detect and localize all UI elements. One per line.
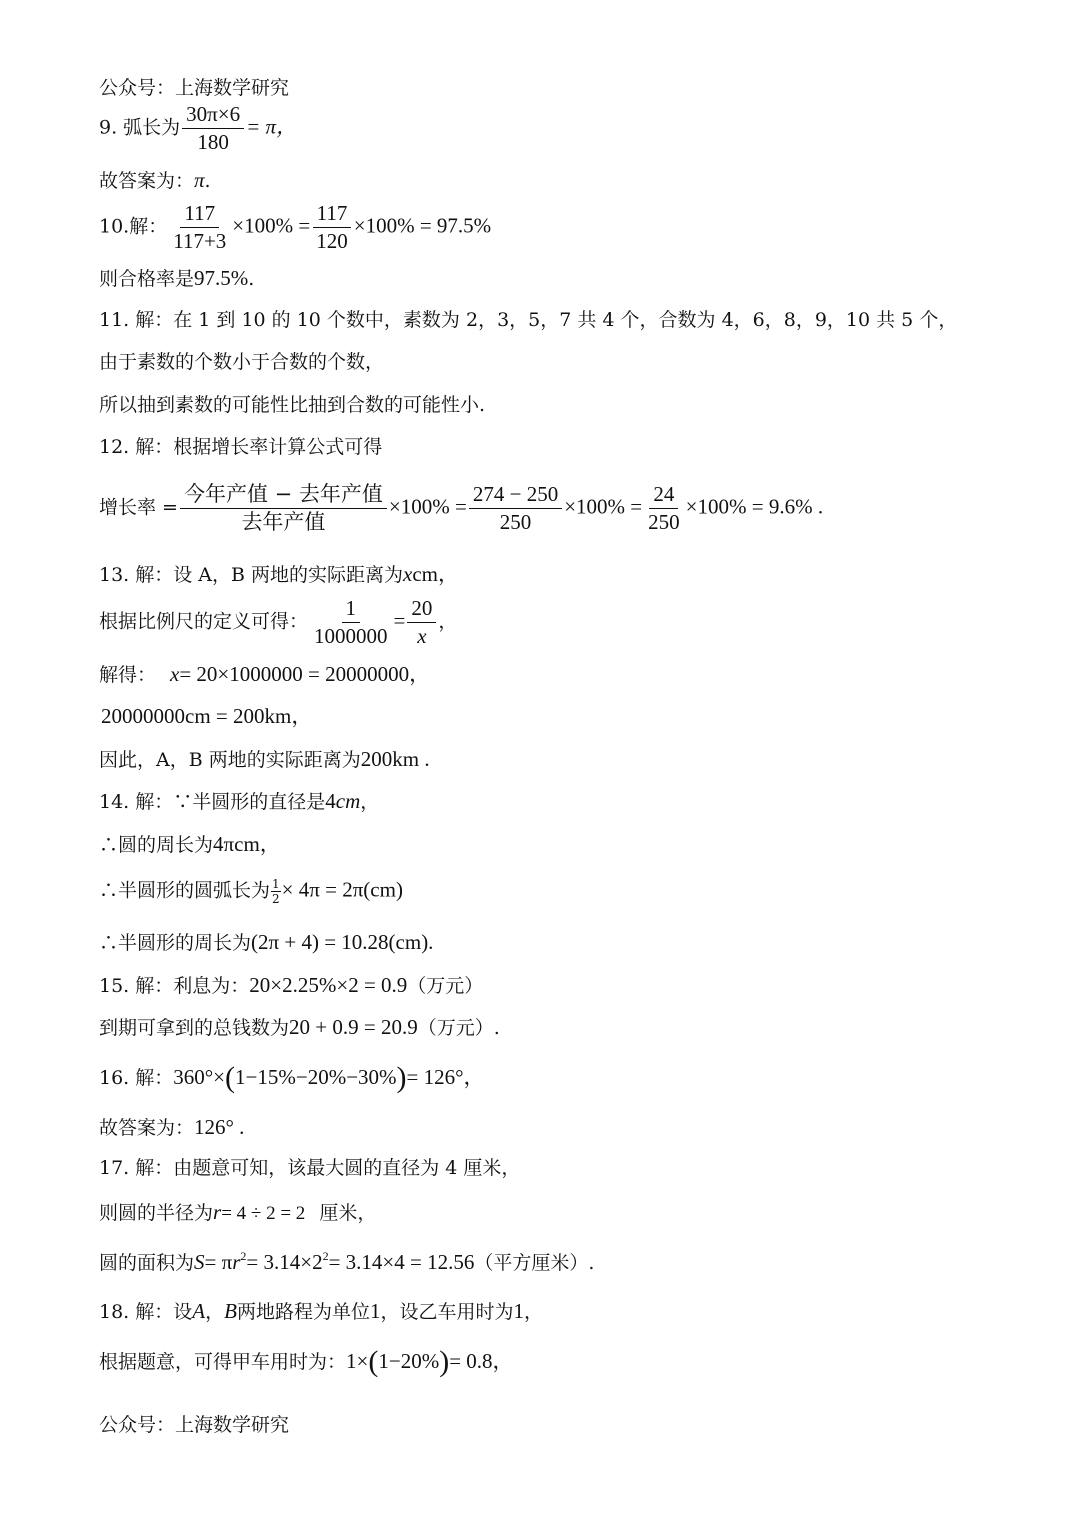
q15-line2-math: 20 + 0.9 = 20.9 [289,1015,418,1039]
q12-mid1: ×100% = [388,494,467,519]
q18-line2-b: = 0.8， [449,1349,514,1373]
q12-frac3 [644,484,684,533]
q14-half-fraction [271,878,281,905]
q18-line1-one2: 1 [513,1299,524,1323]
q10-mid1: ×100% = [232,213,311,238]
q13-line1-unit: cm， [412,562,460,586]
q10-line2 [99,268,254,289]
q10-line2-end: . [248,268,255,290]
q18-line1-c: ，设乙车用时为 [380,1301,514,1323]
q16-line2 [99,1117,244,1138]
q17-line2-text: 则圆的半径为 [99,1202,214,1224]
q10-line2-text: 则合格率是 [99,268,195,290]
q18-line1-b: 两地路程为单位 [236,1301,370,1323]
q12-mid3: ×100% = 9.6% . [685,494,824,519]
q14-line2 [99,834,281,855]
q16-line1-text: 16. 解： [99,1067,174,1089]
q18-line2-a: 1× [346,1349,369,1373]
q13-frac2-den: x [417,624,427,648]
q18-line2-text: 根据题意，可得甲车用时为： [99,1351,347,1373]
q12-mid2: ×100% = [564,494,643,519]
q17-line2-math: = 4 ÷ 2 = 2 [221,1203,306,1224]
q13-frac2 [407,598,436,647]
q12-frac3-den: 250 [648,510,680,534]
q10-mid2: ×100% = 97.5% [353,213,492,238]
q9-after: = π， [246,114,298,139]
q16-line1-b: = 126°， [406,1065,485,1089]
q15-line2-unit: （万元）. [417,1017,500,1039]
footer-watermark: 公众号：上海数学研究 [99,1414,290,1436]
q18-close-paren: ) [439,1345,450,1378]
q12-line2 [99,484,823,533]
q14-line1-val: 4 [325,789,336,813]
q17-line1: 17. 解：由题意可知，该最大圆的直径为 4 厘米， [99,1157,521,1179]
q12-frac2-num: 274 − 250 [469,484,562,509]
q14-line3-math: × 4π = 2π(cm) [281,877,403,902]
q16-line1-inner: 1−15%−20%−30% [235,1065,397,1089]
q13-frac2-num: 20 [407,598,436,623]
q13-line3-text: 解得： [99,664,157,686]
q15-line1-unit: （万元） [407,975,484,997]
q14-line1-unit: cm [335,789,361,813]
q9-answer: π [194,168,205,192]
q13-line1-text: 13. 解：设 A，B 两地的实际距离为 [99,564,404,586]
q17-line3-S: S [194,1250,205,1274]
q13-line3 [99,664,430,685]
q16-line1 [99,1063,485,1093]
q10-frac2 [312,203,352,252]
q14-line1-end: ， [360,791,380,813]
q18-line2-inner: 1−20% [378,1349,440,1373]
q13-line2 [99,598,457,647]
q15-line2 [99,1017,500,1038]
q13-frac1-num: 1 [342,598,361,623]
q14-line3-text: ∴半圆形的圆弧长为 [99,879,271,902]
q14-half-num: 1 [272,877,280,891]
q13-line5 [99,749,430,770]
q10-prefix: 10.解： [99,215,168,238]
q14-line4 [99,932,433,953]
q9-answer-line [99,170,211,191]
q10-frac1-num: 117 [180,203,219,228]
q15-line1-text: 15. 解：利息为： [99,975,250,997]
q12-frac1 [180,484,387,533]
q18-line1 [99,1301,543,1322]
q10-frac1 [169,203,230,252]
q17-line3-mid: = 3.14×2 [246,1250,323,1274]
q18-line1-sep: ， [205,1301,225,1323]
q10-line1 [99,203,491,252]
q17-line3-r: r [232,1250,241,1274]
q16-open-paren: ( [225,1061,236,1094]
q16-close-paren: ) [396,1061,407,1094]
q16-line2-text: 故答案为： [99,1117,195,1139]
header-watermark: 公众号：上海数学研究 [99,77,290,99]
q17-line2 [99,1202,376,1223]
q13-line2-text: 根据比例尺的定义可得： [99,610,309,633]
q14-line2-text: ∴圆的周长为 [99,834,214,856]
q12-frac3-num: 24 [649,484,678,509]
q10-frac2-den: 120 [316,229,348,253]
q14-line4-text: ∴半圆形的周长为 [99,932,252,954]
q10-line2-val: 97.5% [194,266,249,290]
q15-line1 [99,975,483,996]
q13-line2-end: ， [438,610,458,633]
q14-line1 [99,791,379,812]
q14-line3 [99,878,403,905]
q17-line3-unit: （平方厘米）. [474,1252,595,1274]
q18-line1-one: 1 [369,1299,381,1323]
q17-line2-unit: 厘米， [319,1202,377,1224]
q13-line1-var: x [403,562,413,586]
q13-eq: = [393,608,406,633]
q18-line1-end: ， [523,1301,543,1323]
q12-prefix: 增长率 = [99,496,178,519]
q13-line1 [99,564,459,585]
q13-line4: 20000000cm = 200km， [101,704,313,728]
q16-line2-val: 126° . [194,1115,245,1139]
q9-fraction [182,104,244,153]
q17-line3-text: 圆的面积为 [99,1252,195,1274]
q9-answer-label: 故答案为： [99,170,195,192]
q9-frac-den: 180 [197,130,229,154]
q13-line3-math: = 20×1000000 = 20000000， [179,662,431,686]
q13-line5-val: 200km . [360,747,430,771]
q12-frac2-den: 250 [499,510,532,534]
q11-line3: 所以抽到素数的可能性比抽到合数的可能性小. [99,394,486,416]
q12-frac2 [469,484,562,533]
q12-frac1-num: 今年产值 − 去年产值 [180,484,387,509]
q9-prefix: 9. 弧长为 [99,116,181,139]
q18-line1-a: 18. 解：设 [99,1301,193,1323]
q14-half-den: 2 [272,892,280,906]
q10-frac2-num: 117 [313,203,352,228]
q12-frac1-den: 去年产值 [241,510,326,534]
q18-line1-A: A [192,1299,206,1323]
q9-line1 [99,104,297,153]
q14-line1-text: 14. 解：∵半圆形的直径是 [99,791,326,813]
q18-open-paren: ( [368,1345,379,1378]
q17-line3-end: = 3.14×4 = 12.56 [328,1250,475,1274]
q11-line2: 由于素数的个数小于合数的个数， [99,351,385,373]
q18-line2 [99,1347,514,1377]
q12-line1: 12. 解：根据增长率计算公式可得 [99,436,383,458]
q16-line1-a: 360°× [173,1065,226,1089]
q13-line5-text: 因此，A，B 两地的实际距离为 [99,749,361,771]
q11-line1: 11. 解：在 1 到 10 的 10 个数中，素数为 2，3，5，7 共 4 个，合数为 4，6，8，9，10 共 5 个， [99,309,958,331]
q14-line4-math: (2π + 4) = 10.28(cm). [251,930,434,954]
q17-line3-sup1: 2 [240,1249,247,1263]
q10-frac1-den: 117+3 [173,229,227,253]
q9-answer-end: . [204,170,211,192]
q14-line2-val: 4πcm， [213,832,281,856]
q17-line3-eq: = π [204,1250,233,1274]
q17-line3 [99,1250,594,1273]
q17-line3-sup2: 2 [322,1249,329,1263]
q9-frac-num: 30π×6 [182,104,244,129]
q13-frac1-den: 1000000 [314,624,388,648]
q17-line2-var: r [213,1200,222,1224]
q15-line2-text: 到期可拿到的总钱数为 [99,1017,290,1039]
q15-line1-math: 20×2.25%×2 = 0.9 [249,973,408,997]
q18-line1-B: B [224,1299,237,1323]
q13-frac1 [310,598,392,647]
q13-line3-var: x [170,662,180,686]
